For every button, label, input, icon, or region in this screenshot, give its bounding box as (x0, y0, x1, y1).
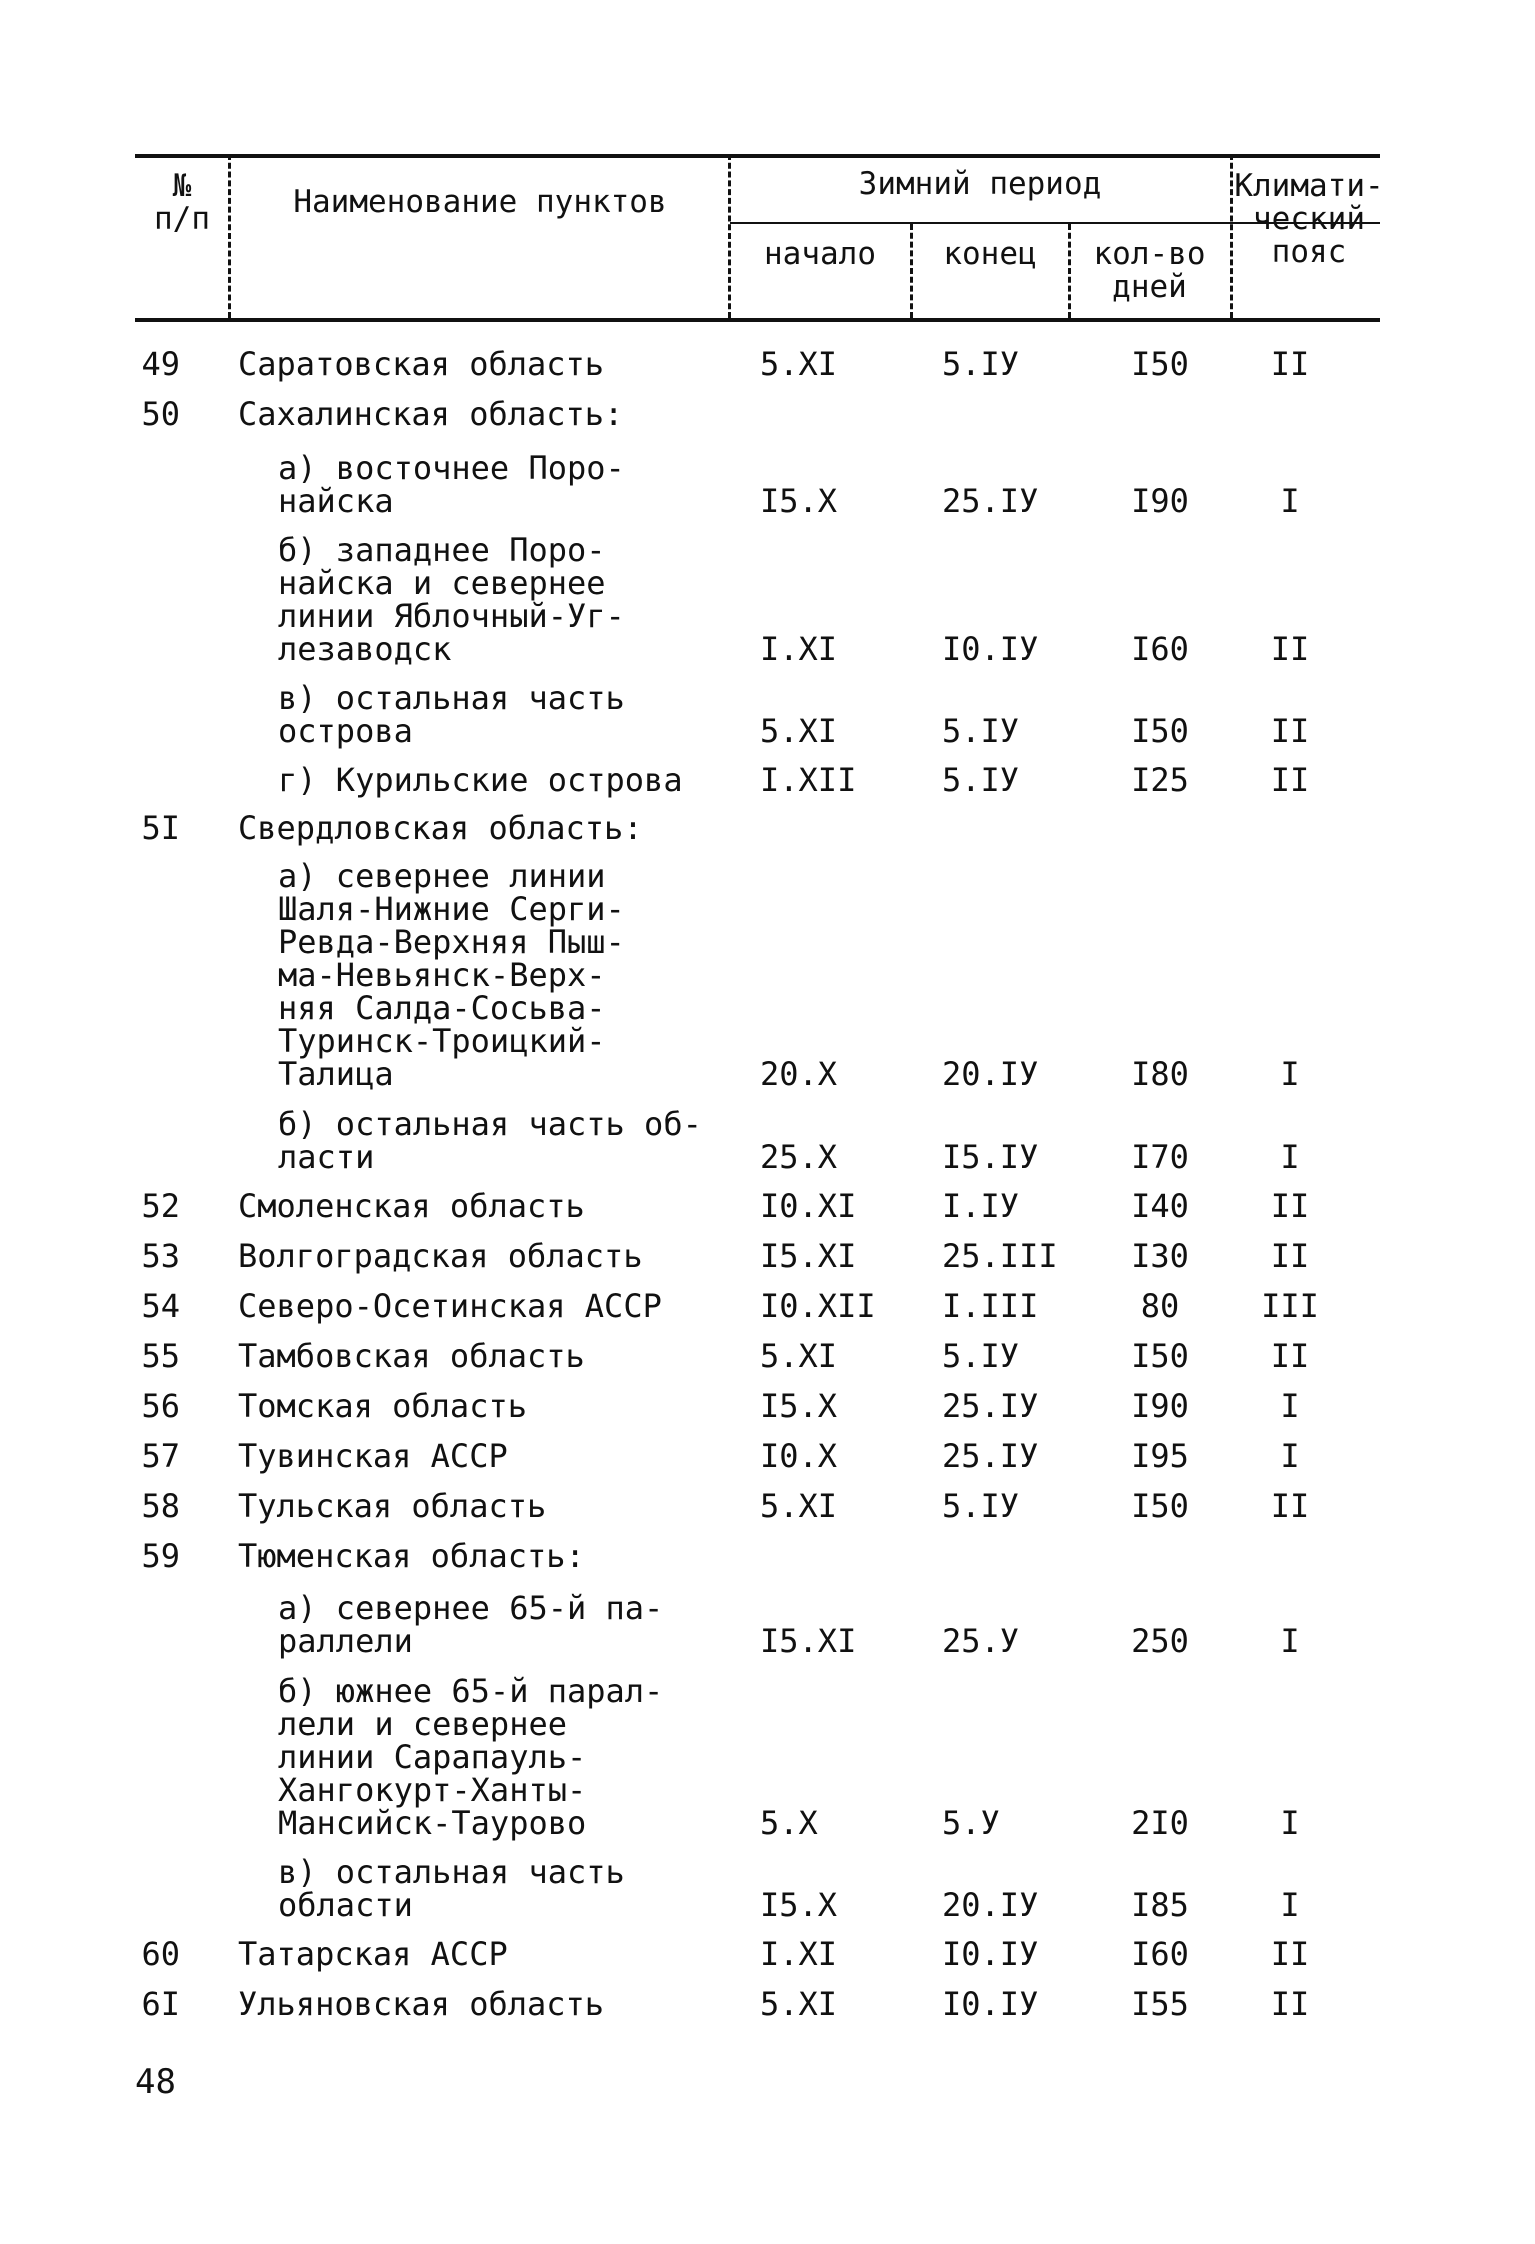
row-start: I5.X (760, 1387, 838, 1425)
row-start: 5.X (760, 1804, 818, 1842)
row-start: I.XII (760, 761, 857, 799)
row-start: 5.XI (760, 345, 838, 383)
row-start: I5.X (760, 1886, 838, 1924)
row-end: 5.IУ (942, 712, 1020, 750)
row-number: 6I (141, 1985, 180, 2023)
row-end: 25.IУ (942, 1387, 1039, 1425)
row-days: I85 (1131, 1886, 1189, 1924)
row-start: I0.X (760, 1437, 838, 1475)
header-number: № п/п (154, 168, 210, 237)
row-number: 53 (141, 1237, 180, 1275)
header-top-rule (135, 154, 1380, 158)
row-number: 54 (141, 1287, 180, 1325)
row-start: 5.XI (760, 1985, 838, 2023)
row-number: 58 (141, 1487, 180, 1525)
row-number: 55 (141, 1337, 180, 1375)
row-zone: I (1280, 1804, 1300, 1842)
header-end: конец (943, 236, 1037, 272)
row-days: 80 (1140, 1287, 1180, 1325)
row-days: I50 (1131, 712, 1189, 750)
row-days: 250 (1131, 1622, 1189, 1660)
row-zone: I (1280, 1138, 1300, 1176)
row-name: б) остальная часть об- ласти (278, 1105, 702, 1176)
row-start: I5.XI (760, 1622, 857, 1660)
row-zone: II (1270, 345, 1310, 383)
row-end: I.IУ (942, 1187, 1020, 1225)
header-start: начало (764, 236, 876, 272)
row-end: I0.IУ (942, 1985, 1039, 2023)
row-start: 20.X (760, 1055, 838, 1093)
row-days: I30 (1131, 1237, 1189, 1275)
row-zone: I (1280, 1437, 1300, 1475)
row-days: I70 (1131, 1138, 1189, 1176)
row-start: I5.XI (760, 1237, 857, 1275)
row-days: I50 (1131, 345, 1189, 383)
row-zone: II (1270, 1487, 1310, 1525)
row-zone: I (1280, 1387, 1300, 1425)
row-end: 5.У (942, 1804, 1000, 1842)
header-climatic-zone: Климати- ческий пояс (1234, 168, 1384, 270)
row-end: 20.IУ (942, 1055, 1039, 1093)
row-days: I90 (1131, 482, 1189, 520)
row-days: I55 (1131, 1985, 1189, 2023)
row-end: I0.IУ (942, 1935, 1039, 1973)
row-zone: III (1261, 1287, 1319, 1325)
row-start: I5.X (760, 482, 838, 520)
row-name: Тувинская АССР (238, 1437, 508, 1475)
row-zone: II (1270, 630, 1310, 668)
page-number: 48 (135, 2062, 176, 2102)
header-days: кол-во дней (1093, 236, 1206, 305)
row-number: 56 (141, 1387, 180, 1425)
row-number: 52 (141, 1187, 180, 1225)
header-bottom-rule (135, 318, 1380, 322)
row-number: 60 (141, 1935, 180, 1973)
row-name: г) Курильские острова (278, 761, 683, 799)
row-days: 2I0 (1131, 1804, 1189, 1842)
row-days: I95 (1131, 1437, 1189, 1475)
row-end: 5.IУ (942, 345, 1020, 383)
row-name: Тамбовская область (238, 1337, 585, 1375)
row-name: Свердловская область: (238, 809, 643, 847)
row-start: 25.X (760, 1138, 838, 1176)
row-days: I80 (1131, 1055, 1189, 1093)
row-name: в) остальная часть острова (278, 679, 625, 750)
row-end: 25.IУ (942, 482, 1039, 520)
row-start: 5.XI (760, 1487, 838, 1525)
row-end: I0.IУ (942, 630, 1039, 668)
row-number: 5I (141, 809, 180, 847)
row-end: 5.IУ (942, 761, 1020, 799)
row-number: 57 (141, 1437, 180, 1475)
row-name: Северо-Осетинская АССР (238, 1287, 662, 1325)
row-end: 25.У (942, 1622, 1020, 1660)
row-zone: II (1270, 1935, 1310, 1973)
row-end: I.III (942, 1287, 1039, 1325)
header-divider-4 (1068, 224, 1071, 318)
row-name: Волгоградская область (238, 1237, 643, 1275)
row-days: I60 (1131, 1935, 1189, 1973)
row-name: б) западнее Поро- найска и севернее линии Яблочный-Уг- лезаводск (278, 531, 625, 668)
row-zone: I (1280, 482, 1300, 520)
row-zone: II (1270, 1337, 1310, 1375)
row-zone: II (1270, 712, 1310, 750)
row-zone: I (1280, 1622, 1300, 1660)
row-name: Сахалинская область: (238, 395, 624, 433)
row-days: I25 (1131, 761, 1189, 799)
row-name: Татарская АССР (238, 1935, 508, 1973)
row-name: а) севернее линии Шаля-Нижние Серги- Ревда-Верхняя Пыш- ма-Невьянск-Верх- няя Салда-Сосьва- Туринск-Троицкий- Талица (278, 857, 625, 1093)
row-name: Тюменская область: (238, 1537, 585, 1575)
row-end: I5.IУ (942, 1138, 1039, 1176)
header-winter-period: Зимний период (858, 166, 1102, 202)
header-name: Наименование пунктов (293, 184, 667, 220)
row-name: б) южнее 65-й парал- лели и севернее линии Сарапауль- Хангокурт-Ханты- Мансийск-Таурово (278, 1672, 664, 1842)
row-end: 5.IУ (942, 1337, 1020, 1375)
row-start: I0.XII (760, 1287, 876, 1325)
row-number: 49 (141, 345, 180, 383)
row-days: I60 (1131, 630, 1189, 668)
row-days: I50 (1131, 1487, 1189, 1525)
row-number: 50 (141, 395, 180, 433)
header-divider-5 (1230, 154, 1233, 318)
header-divider-3 (910, 224, 913, 318)
row-start: 5.XI (760, 712, 838, 750)
row-days: I50 (1131, 1337, 1189, 1375)
row-name: Ульяновская область (238, 1985, 605, 2023)
row-end: 25.III (942, 1237, 1058, 1275)
row-end: 5.IУ (942, 1487, 1020, 1525)
row-zone: II (1270, 761, 1310, 799)
row-name: Тульская область (238, 1487, 547, 1525)
row-days: I40 (1131, 1187, 1189, 1225)
row-days: I90 (1131, 1387, 1189, 1425)
row-name: а) восточнее Поро- найска (278, 449, 625, 520)
row-end: 20.IУ (942, 1886, 1039, 1924)
row-name: Смоленская область (238, 1187, 585, 1225)
row-zone: I (1280, 1055, 1300, 1093)
row-name: Саратовская область (238, 345, 605, 383)
row-name: в) остальная часть области (278, 1853, 625, 1924)
row-name: Томская область (238, 1387, 527, 1425)
row-name: а) севернее 65-й па- раллели (278, 1589, 664, 1660)
row-zone: II (1270, 1187, 1310, 1225)
row-start: I.XI (760, 630, 838, 668)
row-number: 59 (141, 1537, 180, 1575)
header-divider-2 (728, 154, 731, 318)
row-start: I0.XI (760, 1187, 857, 1225)
row-end: 25.IУ (942, 1437, 1039, 1475)
row-zone: II (1270, 1985, 1310, 2023)
header-divider-1 (228, 154, 231, 318)
row-start: 5.XI (760, 1337, 838, 1375)
row-zone: II (1270, 1237, 1310, 1275)
row-start: I.XI (760, 1935, 838, 1973)
row-zone: I (1280, 1886, 1300, 1924)
